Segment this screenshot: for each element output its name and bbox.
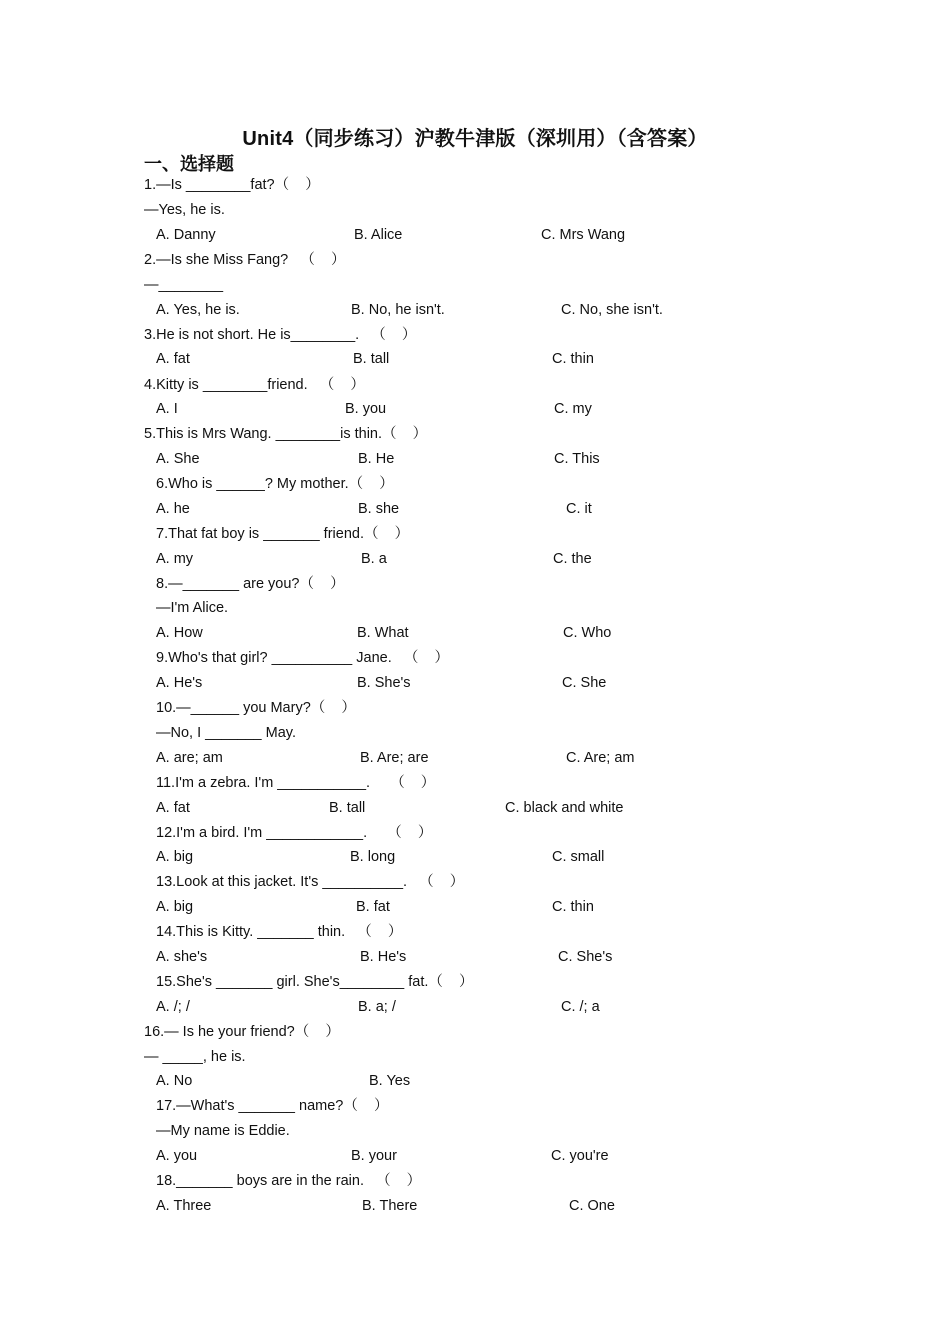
option-q10-b: B. Are; are bbox=[360, 750, 429, 766]
option-q18-c: C. One bbox=[569, 1198, 615, 1214]
option-q4-c: C. my bbox=[554, 401, 592, 417]
option-q8-b: B. What bbox=[357, 625, 409, 641]
option-q12-c: C. small bbox=[552, 849, 605, 865]
answer-line-q16-ans: — _____, he is. bbox=[144, 1049, 246, 1065]
question-q6: 6.Who is ______? My mother.（ ） bbox=[156, 476, 394, 492]
option-q3-c: C. thin bbox=[552, 351, 594, 367]
document-title: Unit4（同步练习）沪教牛津版（深圳用）（含答案） bbox=[242, 128, 708, 150]
option-q17-b: B. your bbox=[351, 1148, 397, 1164]
option-q8-c: C. Who bbox=[563, 625, 612, 641]
option-q1-b: B. Alice bbox=[354, 227, 403, 243]
question-q11: 11.I'm a zebra. I'm ___________. （ ） bbox=[156, 775, 436, 791]
option-q11-a: A. fat bbox=[156, 800, 190, 816]
option-q7-b: B. a bbox=[361, 551, 387, 567]
answer-line-q8-ans: —I'm Alice. bbox=[156, 600, 229, 616]
answer-line-q2-ans: —________ bbox=[144, 277, 224, 293]
option-q18-a: A. Three bbox=[156, 1198, 212, 1214]
option-q3-b: B. tall bbox=[353, 351, 390, 367]
option-q15-c: C. /; a bbox=[561, 999, 600, 1015]
option-q10-a: A. are; am bbox=[156, 750, 223, 766]
option-q6-c: C. it bbox=[566, 501, 592, 517]
option-q2-c: C. No, she isn't. bbox=[561, 302, 663, 318]
option-q4-b: B. you bbox=[345, 401, 387, 417]
option-q12-a: A. big bbox=[156, 849, 194, 865]
answer-line-q10-ans: —No, I _______ May. bbox=[156, 725, 296, 741]
option-q11-b: B. tall bbox=[329, 800, 366, 816]
option-q1-a: A. Danny bbox=[156, 227, 216, 243]
option-q9-b: B. She's bbox=[357, 675, 411, 691]
option-q18-b: B. There bbox=[362, 1198, 418, 1214]
question-q16: 16.— Is he your friend?（ ） bbox=[144, 1024, 340, 1040]
option-q14-c: C. She's bbox=[558, 949, 613, 965]
option-q4-a: A. I bbox=[156, 401, 178, 417]
question-q13: 13.Look at this jacket. It's __________. （ ） bbox=[156, 874, 465, 890]
question-q3: 3.He is not short. He is________. （ ） bbox=[144, 327, 417, 343]
option-q3-a: A. fat bbox=[156, 351, 190, 367]
option-q16-a: A. No bbox=[156, 1073, 193, 1089]
question-q12: 12.I'm a bird. I'm ____________. （ ） bbox=[156, 825, 433, 841]
option-q13-c: C. thin bbox=[552, 899, 594, 915]
option-q2-a: A. Yes, he is. bbox=[156, 302, 240, 318]
question-q18: 18._______ boys are in the rain. （ ） bbox=[156, 1173, 422, 1189]
option-q9-c: C. She bbox=[562, 675, 607, 691]
question-q8: 8.—_______ are you?（ ） bbox=[156, 576, 345, 592]
option-q5-b: B. He bbox=[358, 451, 395, 467]
question-q1: 1.—Is ________fat?（ ） bbox=[144, 177, 320, 193]
option-q10-c: C. Are; am bbox=[566, 750, 635, 766]
question-q9: 9.Who's that girl? __________ Jane. （ ） bbox=[156, 650, 449, 666]
option-q14-b: B. He's bbox=[360, 949, 407, 965]
option-q2-b: B. No, he isn't. bbox=[351, 302, 445, 318]
answer-line-q1-ans: —Yes, he is. bbox=[144, 202, 225, 218]
option-q16-b: B. Yes bbox=[369, 1073, 411, 1089]
question-q4: 4.Kitty is ________friend. （ ） bbox=[144, 377, 365, 393]
option-q12-b: B. long bbox=[350, 849, 396, 865]
option-q17-c: C. you're bbox=[551, 1148, 609, 1164]
option-q15-a: A. /; / bbox=[156, 999, 190, 1015]
question-q2: 2.—Is she Miss Fang? （ ） bbox=[144, 252, 346, 268]
question-q14: 14.This is Kitty. _______ thin. （ ） bbox=[156, 924, 403, 940]
option-q14-a: A. she's bbox=[156, 949, 208, 965]
question-q17: 17.—What's _______ name?（ ） bbox=[156, 1098, 389, 1114]
option-q9-a: A. He's bbox=[156, 675, 203, 691]
option-q13-a: A. big bbox=[156, 899, 194, 915]
option-q7-c: C. the bbox=[553, 551, 592, 567]
option-q6-b: B. she bbox=[358, 501, 400, 517]
answer-line-q17-ans: —My name is Eddie. bbox=[156, 1123, 290, 1139]
option-q5-a: A. She bbox=[156, 451, 200, 467]
option-q1-c: C. Mrs Wang bbox=[541, 227, 626, 243]
option-q5-c: C. This bbox=[554, 451, 600, 467]
option-q15-b: B. a; / bbox=[358, 999, 396, 1015]
question-q7: 7.That fat boy is _______ friend.（ ） bbox=[156, 526, 410, 542]
question-q10: 10.—______ you Mary?（ ） bbox=[156, 700, 356, 716]
section-title: 一、选择题 bbox=[144, 154, 234, 174]
question-q15: 15.She's _______ girl. She's________ fat.（ ） bbox=[156, 974, 474, 990]
option-q6-a: A. he bbox=[156, 501, 190, 517]
option-q8-a: A. How bbox=[156, 625, 203, 641]
option-q11-c: C. black and white bbox=[505, 800, 624, 816]
option-q7-a: A. my bbox=[156, 551, 194, 567]
option-q17-a: A. you bbox=[156, 1148, 198, 1164]
question-q5: 5.This is Mrs Wang. ________is thin.（ ） bbox=[144, 426, 428, 442]
option-q13-b: B. fat bbox=[356, 899, 390, 915]
